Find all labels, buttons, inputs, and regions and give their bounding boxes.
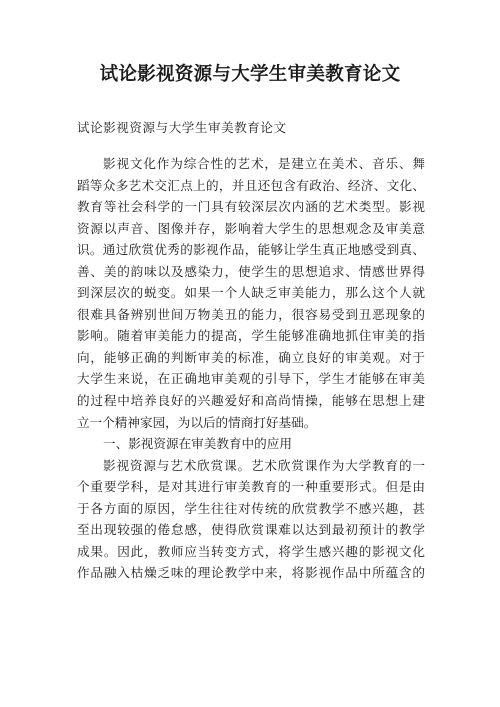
body-line: 识。通过欣赏优秀的影视作品，能够让学生真正地感受到真、	[77, 242, 425, 258]
document-title: 试论影视资源与大学生审美教育论文	[99, 64, 401, 85]
body-line: 蹈等众多艺术交汇点上的，并且还包含有政治、经济、文化、	[77, 177, 425, 193]
body-line: 立一个精神家园，为以后的情商打好基础。	[77, 414, 317, 430]
body-line: 向，能够正确的判断审美的标准，确立良好的审美观。对于	[77, 349, 425, 365]
body-line: 的过程中培养良好的兴趣爱好和高尚情操，能够在思想上建	[77, 393, 425, 409]
section-heading: 一、影视资源在审美教育中的应用	[103, 436, 292, 452]
body-line: 成果。因此，教师应当转变方式，将学生感兴趣的影视文化	[77, 543, 425, 559]
body-line: 到深层次的蜕变。如果一个人缺乏审美能力，那么这个人就	[77, 285, 425, 301]
document-subtitle: 试论影视资源与大学生审美教育论文	[77, 120, 287, 135]
body-line: 个重要学科，是对其进行审美教育的一种重要形式。但是由	[77, 479, 425, 495]
body-line: 善、美的韵味以及感染力，使学生的思想追求、情感世界得	[77, 263, 425, 279]
body-line: 大学生来说，在正确地审美观的引导下，学生才能够在审美	[77, 371, 425, 387]
body-line: 影视资源与艺术欣赏课。艺术欣赏课作为大学教育的一	[103, 457, 425, 473]
body-line: 于各方面的原因，学生往往对传统的欣赏教学不感兴趣，甚	[77, 500, 425, 516]
document-body	[77, 153, 425, 584]
body-line: 教育等社会科学的一门具有较深层次内涵的艺术类型。影视	[77, 199, 425, 215]
body-line: 影响。随着审美能力的提高，学生能够准确地抓住审美的指	[77, 328, 425, 344]
body-line: 影视文化作为综合性的艺术，是建立在美术、音乐、舞	[103, 156, 425, 171]
body-line: 资源以声音、图像并存，影响着大学生的思想观念及审美意	[77, 220, 425, 236]
body-line: 作品融入枯燥乏味的理论教学中来，将影视作品中所蕴含的	[77, 565, 425, 581]
body-line: 很难具备辨别世间万物美丑的能力，很容易受到丑恶现象的	[77, 306, 425, 322]
body-line: 至出现较强的倦怠感，使得欣赏课难以达到最初预计的教学	[77, 522, 425, 538]
